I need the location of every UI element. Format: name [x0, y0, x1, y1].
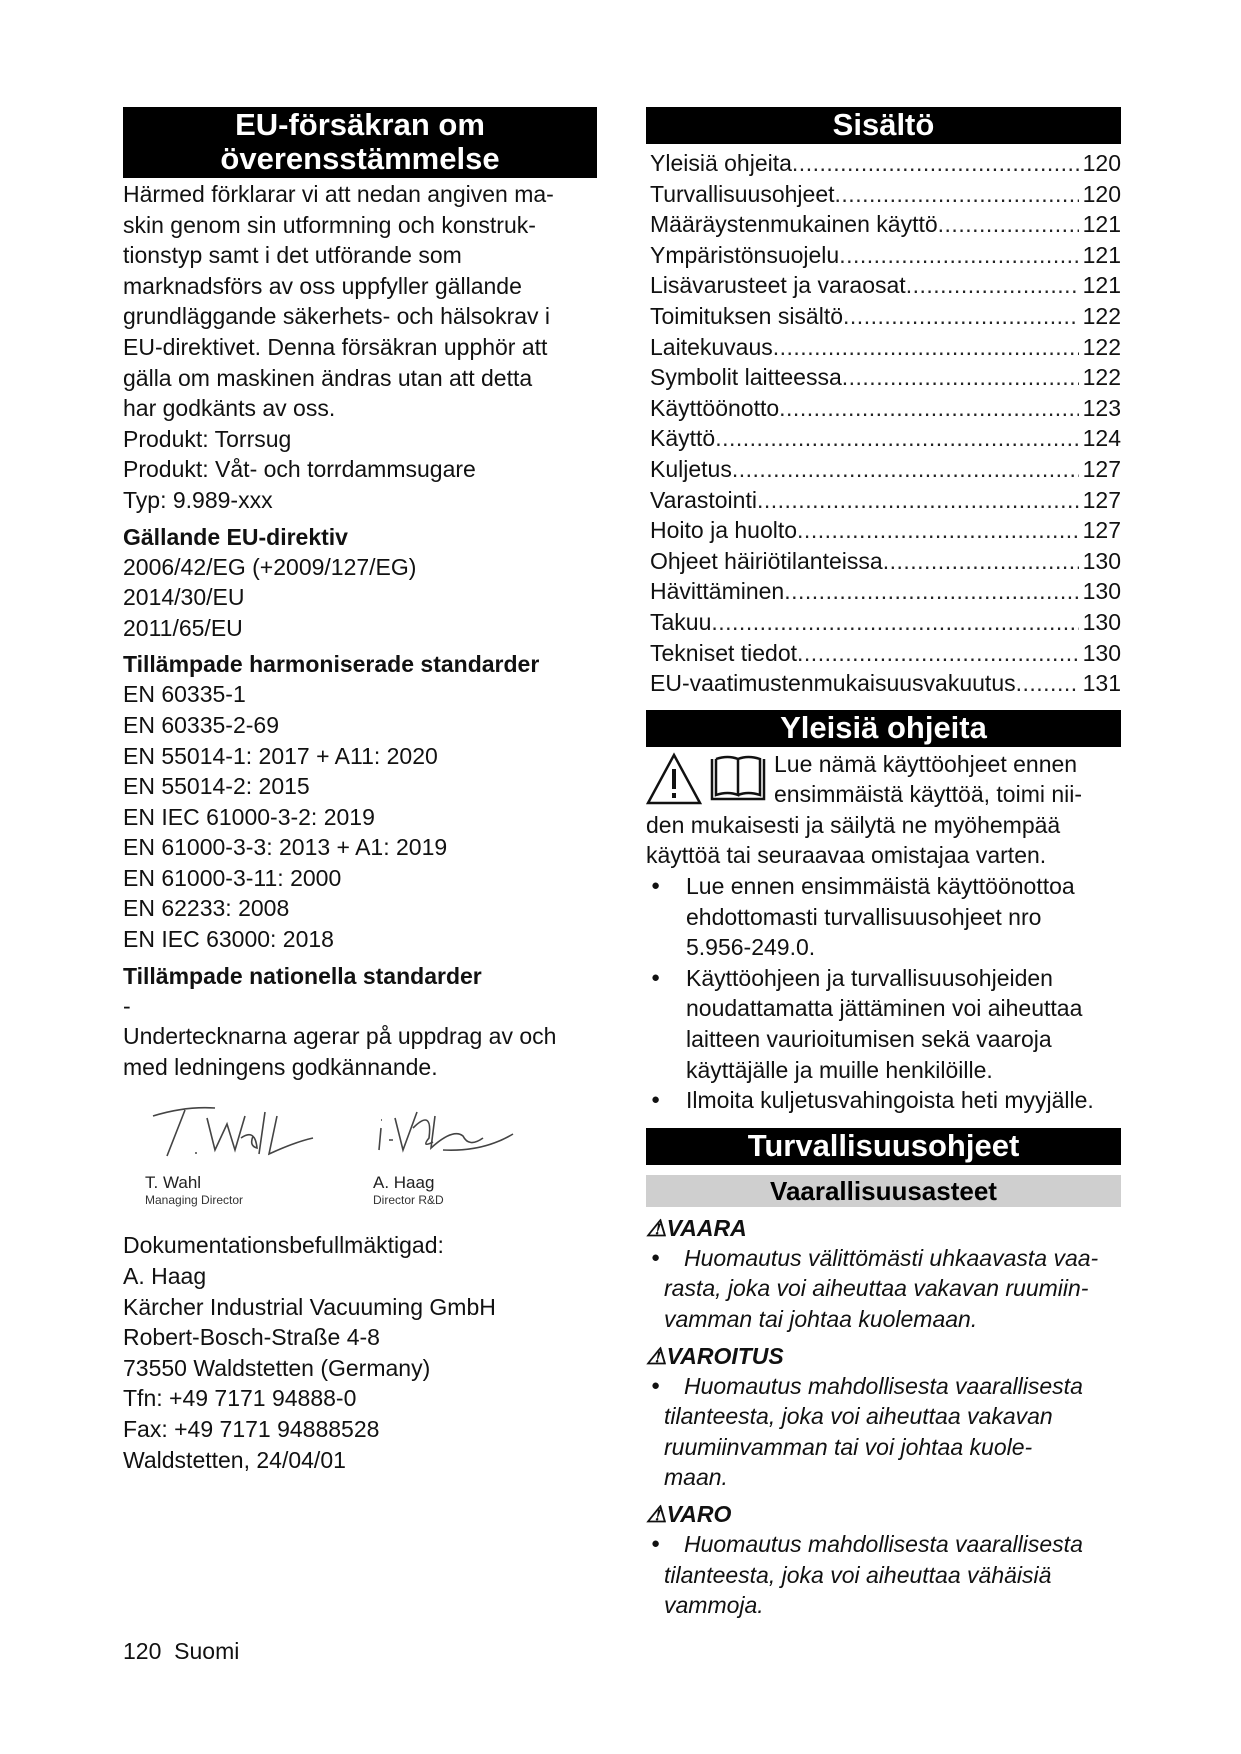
toc-item[interactable]: Käyttö ..... 124 [646, 423, 1121, 454]
product-2: Produkt: Våt- och torrdammsugare [123, 456, 476, 483]
toc-item[interactable]: Toimituksen sisältö ..... 122 [646, 301, 1121, 332]
signature-haag: A. Haag Director R&D [373, 1098, 523, 1207]
list-item: ● Huomautus mahdollisesta vaarallisesta tilanteesta, joka voi aiheuttaa vakavan ruumiinvamman tai voi johtaa kuole- maan. [646, 1371, 1121, 1493]
language-label: Suomi [174, 1638, 240, 1664]
toc-item[interactable]: Käyttöönotto ..... 123 [646, 393, 1121, 424]
warning-triangle-icon: ⚠ [646, 1342, 667, 1369]
hazard-level-warning: ⚠VAROITUS ● Huomautus mahdollisesta vaarallisesta tilanteesta, joka voi aiheuttaa vakavan ruumiinvamman tai voi johtaa kuole- maan. [646, 1341, 1121, 1493]
general-notice: Lue nämä käyttöohjeet ennen ensimmäistä käyttöä, toimi nii- den mukaisesti ja säilytä ne myöhempää käyttöä tai seuraavaa omistajaa varten. [646, 749, 1121, 871]
table-of-contents [646, 148, 1121, 699]
national-standards: - Undertecknarna agerar på uppdrag av och med ledningens godkännande. [123, 992, 557, 1080]
directives-title: Gällande EU-direktiv [123, 523, 348, 550]
toc-item[interactable]: Hävittäminen ..... 130 [646, 576, 1121, 607]
directives-list: 2006/42/EG (+2009/127/EG) 2014/30/EU 2011/65/EU [123, 553, 417, 641]
warning-triangle-icon: ⚠ [646, 1214, 667, 1241]
warning-manual-icon [646, 751, 772, 807]
hazard-level-caution: ⚠VARO ● Huomautus mahdollisesta vaarallisesta tilanteesta, joka voi aiheuttaa vähäisiä vammoja. [646, 1499, 1121, 1621]
eu-declaration-heading: EU-försäkran om överensstämmelse [123, 107, 597, 178]
toc-item[interactable]: Lisävarusteet ja varaosat ..... 121 [646, 270, 1121, 301]
general-bullets [646, 871, 1121, 1116]
toc-item[interactable]: Yleisiä ohjeita ..... 120 [646, 148, 1121, 179]
toc-item[interactable]: Symbolit laitteessa ..... 122 [646, 362, 1121, 393]
page-number: 120 [123, 1638, 162, 1664]
type: Typ: 9.989-xxx [123, 486, 273, 513]
list-item: ● Huomautus mahdollisesta vaarallisesta tilanteesta, joka voi aiheuttaa vähäisiä vammoja. [646, 1529, 1121, 1621]
national-standards-title: Tillämpade nationella standarder [123, 962, 482, 989]
harmonised-standards-list: EN 60335-1 EN 60335-2-69 EN 55014-1: 2017 + A11: 2020 EN 55014-2: 2015 EN IEC 61000-3-2: 2019 EN 61000-3-3: 2013 + A1: 2019 EN 61000-3-11: 2000 EN 62233: 2008 EN IEC 63000: 2018 [123, 681, 448, 953]
toc-item[interactable]: Varastointi ..... 127 [646, 485, 1121, 516]
safety-heading: Turvallisuusohjeet [646, 1128, 1121, 1165]
toc-heading: Sisältö [646, 107, 1121, 144]
toc-item[interactable]: Ympäristönsuojelu ..... 121 [646, 240, 1121, 271]
hazard-level-danger: ⚠VAARA ● Huomautus välittömästi uhkaavasta vaa- rasta, joka voi aiheuttaa vakavan ruumiin- vamman tai johtaa kuolemaan. [646, 1213, 1121, 1335]
right-column [646, 107, 1121, 1621]
declaration-intro: Härmed förklarar vi att nedan angiven ma- skin genom sin utformning och konstruk- tionstyp samt i det utförande som marknadsförs av oss uppfyller gällande grundläggande säkerhets- och hälsokrav i EU-direktivet. Denna försäkran upphör att gälla om maskinen ändras utan att detta har godkänts av oss. Produkt: Torrsug Produkt: Våt- och torrdammsugare Typ: 9.989-xxx [123, 179, 597, 516]
toc-item[interactable]: Ohjeet häiriötilanteissa ..... 130 [646, 546, 1121, 577]
toc-item[interactable]: Hoito ja huolto ..... 127 [646, 515, 1121, 546]
hazard-levels-heading: Vaarallisuusasteet [646, 1175, 1121, 1207]
list-item: ● Huomautus välittömästi uhkaavasta vaa- rasta, joka voi aiheuttaa vakavan ruumiin- vamman tai johtaa kuolemaan. [646, 1243, 1121, 1335]
general-notice-text: Lue nämä käyttöohjeet ennen ensimmäistä käyttöä, toimi nii- [774, 750, 1083, 808]
toc-item[interactable]: EU-vaatimustenmukaisuusvakuutus ..... 131 [646, 668, 1121, 699]
signature-wahl-icon [145, 1098, 325, 1168]
toc-item[interactable]: Tekniset tiedot ..... 130 [646, 638, 1121, 669]
toc-item[interactable]: Takuu ..... 130 [646, 607, 1121, 638]
toc-item[interactable]: Laitekuvaus ..... 122 [646, 332, 1121, 363]
list-item: ● Lue ennen ensimmäistä käyttöönottoa ehdottomasti turvallisuusohjeet nro 5.956-249.0. [646, 871, 1121, 963]
harmonised-standards-title: Tillämpade harmoniserade standarder [123, 651, 540, 678]
product-1: Produkt: Torrsug [123, 425, 292, 452]
page-footer [123, 1636, 239, 1666]
list-item: ● Ilmoita kuljetusvahingoista heti myyjälle. [646, 1085, 1121, 1116]
general-heading: Yleisiä ohjeita [646, 710, 1121, 747]
left-column [123, 107, 597, 1475]
toc-item[interactable]: Määräystenmukainen käyttö ..... 121 [646, 209, 1121, 240]
toc-item[interactable]: Kuljetus ..... 127 [646, 454, 1121, 485]
signature-wahl: T. Wahl Managing Director [145, 1098, 325, 1207]
warning-book-icon-group [646, 751, 772, 812]
toc-item[interactable]: Turvallisuusohjeet ..... 120 [646, 179, 1121, 210]
warning-triangle-icon: ⚠ [646, 1500, 667, 1527]
contact-block: Dokumentationsbefullmäktigad: A. Haag Kärcher Industrial Vacuuming GmbH Robert-Bosch-Straße 4-8 73550 Waldstetten (Germany) Tfn: +49 7171 94888-0 Fax: +49 7171 94888528 Waldstetten, 24/04/01 [123, 1232, 496, 1473]
list-item: ● Käyttöohjeen ja turvallisuusohjeiden noudattamatta jättäminen voi aiheuttaa laitteen vaurioitumisen sekä vaaroja käyttäjälle ja muille henkilöille. [646, 963, 1121, 1085]
signatures [123, 1098, 597, 1228]
signature-haag-icon [373, 1098, 523, 1168]
